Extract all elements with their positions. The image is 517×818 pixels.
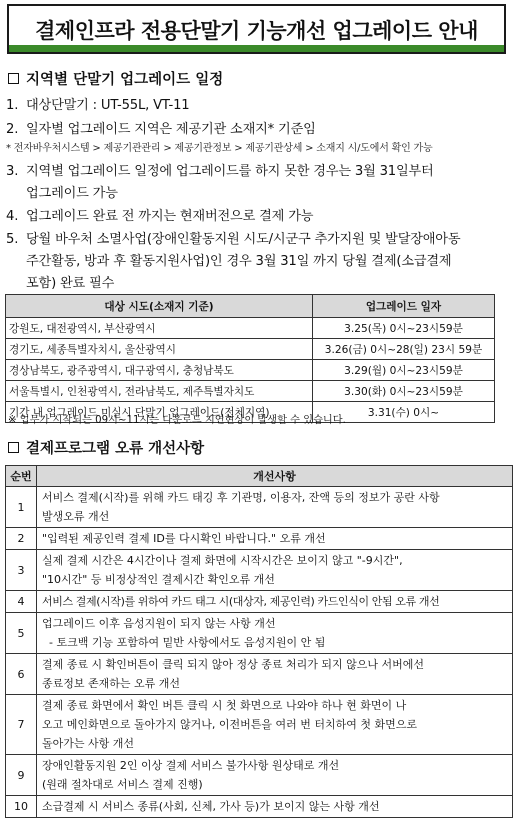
table-header-row [6,295,495,318]
title-banner [7,4,506,54]
fix-list-table [5,465,513,818]
item-3: 3. 지역별 업그레이드 일정에 업그레이드를 하지 못한 경우는 3월 31일부터 [6,164,434,179]
item-5-continued: 주간활동, 방과 후 활동지원사업)인 경우 3월 31일 까지 당월 결제(소급결제 [26,254,452,269]
table-row: 1 서비스 결제(시작)를 위해 카드 태깅 후 기관명, 이용자, 잔액 등의 정보가 공란 사항 발생오류 개선 [6,487,513,528]
section-2-heading [8,437,204,458]
item-1: 1. 대상단말기 : UT-55L, VT-11 [6,98,190,113]
section-2-title: 결제프로그램 오류 개선사항 [26,441,205,457]
item-5-continued-2: 포함) 완료 필수 [26,276,115,291]
column-header-number: 순번 [6,466,37,487]
table-row: 강원도, 대전광역시, 부산광역시 3.25(목) 0시~23시59분 [6,318,495,339]
table-row: 7 결제 종료 화면에서 확인 버튼 클릭 시 첫 화면으로 나와야 하나 현 화면이 나 오고 메인화면으로 돌아가지 않거나, 이전버튼을 여러 번 터치하여 첫 화면으로 돌아가는 사항 개선 [6,695,513,755]
table-row: 2 "입력된 제공인력 결제 ID를 다시확인 바랍니다." 오류 개선 [6,528,513,550]
page-title: 결제인프라 전용단말기 기능개선 업그레이드 안내 [35,19,478,43]
square-bullet-icon [8,73,19,84]
column-header-improvement: 개선사항 [37,466,513,487]
table-row: 10 소급결제 시 서비스 종류(사회, 신체, 가사 등)가 보이지 않는 사항 개선 [6,796,513,818]
section-1-heading [8,68,223,89]
item-2: 2. 일자별 업그레이드 지역은 제공기관 소재지* 기준임 [6,122,316,137]
table-row: 9 장애인활동지원 2인 이상 결제 서비스 불가사항 원상태로 개선 (원래 절차대로 서비스 결제 진행) [6,755,513,796]
table-row: 경상남북도, 광주광역시, 대구광역시, 충청남북도 3.29(월) 0시~23시59분 [6,360,495,381]
table-row: 5 업그레이드 이후 음성지원이 되지 않는 사항 개선 - 토크백 기능 포함하여 밑반 사항에서도 음성지원이 안 됨 [6,613,513,654]
table-row: 경기도, 세종특별자치시, 울산광역시 3.26(금) 0시~28(일) 23시 59분 [6,339,495,360]
item-5: 5. 당월 바우처 소멸사업(장애인활동지원 시도/시군구 추가지원 및 발달장애아동 [6,232,461,247]
item-2-footnote: * 전자바우처시스템 > 제공기관관리 > 제공기관정보 > 제공기관상세 > 소재지 시/도에서 확인 가능 [6,143,433,154]
table-row: 서울특별시, 인천광역시, 전라남북도, 제주특별자치도 3.30(화) 0시~23시59분 [6,381,495,402]
table-header-row [6,466,513,487]
square-bullet-icon [8,442,19,453]
title-underline-band [9,45,504,52]
item-3-continued: 업그레이드 가능 [26,186,118,201]
section-1-title: 지역별 단말기 업그레이드 일정 [26,72,224,88]
table-row: 4 서비스 결제(시작)를 위하여 카드 태그 시(대상자, 제공인력) 카드인식이 안됨 오류 개선 [6,591,513,613]
schedule-table [5,294,495,423]
table-row: 3 실제 결제 시간은 4시간이나 결제 화면에 시작시간은 보이지 않고 "-9시간", "10시간" 등 비정상적인 결제시간 확인오류 개선 [6,550,513,591]
item-4: 4. 업그레이드 완료 전 까지는 현재버전으로 결제 가능 [6,209,314,224]
column-header-date: 업그레이드 일자 [313,295,495,318]
table-row: 기간 내 업그레이드 미실시 단말기 업그레이드(전체지역) 3.31(수) 0시~ [6,402,495,423]
table-row: 6 결제 종료 시 확인버튼이 클릭 되지 않아 정상 종료 처리가 되지 않으나 서버에선 종료정보 존재하는 오류 개선 [6,654,513,695]
column-header-region: 대상 시도(소재지 기준) [6,295,313,318]
download-delay-note: ※ 업무가 시작되는 09시~11시는 다운로드 지연현상이 발생할 수 있습니다. [8,415,346,426]
